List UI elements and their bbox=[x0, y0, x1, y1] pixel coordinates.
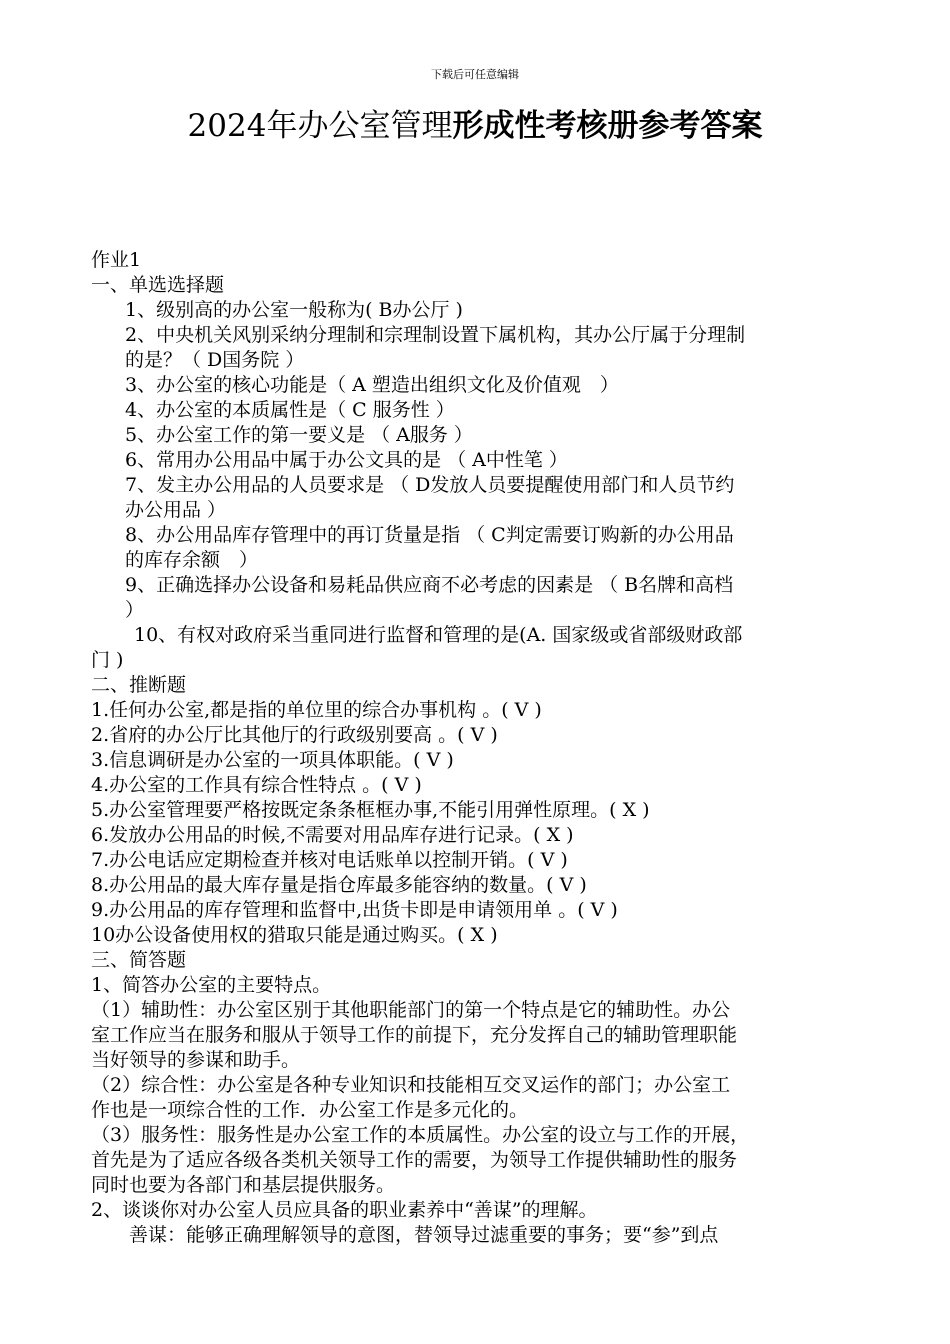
judgment-item: 2.省府的办公厅比其他厅的行政级别要高 。( V ) bbox=[91, 724, 498, 746]
question-line: 2、中央机关风别采纳分理制和宗理制设置下属机构，其办公厅属于分理制 bbox=[125, 324, 746, 346]
question-line: 门 ) bbox=[91, 649, 124, 671]
judgment-item: 9.办公用品的库存管理和监督中,出货卡即是申请领用单 。( V ) bbox=[91, 899, 618, 921]
question-line: 8、办公用品库存管理中的再订货量是指 （ C判定需要订购新的办公用品 bbox=[125, 524, 734, 546]
section-heading: 作业1 bbox=[91, 249, 142, 271]
question-line: 5、办公室工作的第一要义是 （ A服务 ） bbox=[125, 424, 473, 446]
question-line: 办公用品 ） bbox=[125, 499, 227, 521]
header-note: 下载后可任意编辑 bbox=[431, 68, 519, 81]
question-line: 7、发主办公用品的人员要求是 （ D发放人员要提醒使用部门和人员节约 bbox=[125, 474, 735, 496]
question-line: 9、正确选择办公设备和易耗品供应商不必考虑的因素是 （ B名牌和高档 bbox=[125, 574, 734, 596]
answer-line: 同时也要为各部门和基层提供服务。 bbox=[91, 1174, 396, 1196]
answer-line: 当好领导的参谋和助手。 bbox=[91, 1049, 301, 1071]
judgment-item: 7.办公电话应定期检查并核对电话账单以控制开销。( V ) bbox=[91, 849, 568, 871]
document-body bbox=[91, 248, 866, 1248]
judgment-item: 8.办公用品的最大库存量是指仓库最多能容纳的数量。( V ) bbox=[91, 874, 587, 896]
question-line: 1、级别高的办公室一般称为( B办公厅 ) bbox=[125, 299, 463, 321]
judgment-item: 10办公设备使用权的猎取只能是通过购买。( X ) bbox=[91, 924, 498, 946]
question-line: ） bbox=[125, 599, 145, 621]
question-line: 的库存余额 ） bbox=[125, 549, 259, 571]
answer-line: 首先是为了适应各级各类机关领导工作的需要，为领导工作提供辅助性的服务 bbox=[91, 1149, 738, 1171]
answer-line: 作也是一项综合性的工作．办公室工作是多元化的。 bbox=[91, 1099, 529, 1121]
judgment-item: 5.办公室管理要严格按既定条条框框办事,不能引用弹性原理。( X ) bbox=[91, 799, 650, 821]
section-heading: 三、简答题 bbox=[91, 949, 187, 971]
section-heading: 一、单选选择题 bbox=[91, 274, 225, 296]
answer-line: 1、简答办公室的主要特点。 bbox=[91, 974, 332, 996]
answer-line: （3）服务性：服务性是办公室工作的本质属性。办公室的设立与工作的开展， bbox=[91, 1124, 750, 1146]
question-line: 的是？（ D国务院 ） bbox=[125, 349, 305, 371]
document-title bbox=[0, 104, 950, 148]
question-line: 6、常用办公用品中属于办公文具的是 （ A中性笔 ） bbox=[125, 449, 568, 471]
answer-line: 室工作应当在服务和服从于领导工作的前提下，充分发挥自己的辅助管理职能 bbox=[91, 1024, 738, 1046]
answer-line: （2）综合性：办公室是各种专业知识和技能相互交叉运作的部门；办公室工 bbox=[91, 1074, 731, 1096]
question-line: 10、有权对政府采当重同进行监督和管理的是(A. 国家级或省部级财政部 bbox=[134, 624, 743, 646]
answer-line: （1）辅助性：办公室区别于其他职能部门的第一个特点是它的辅助性。办公 bbox=[91, 999, 731, 1021]
title-bold: 形成性考核册参考答案 bbox=[452, 108, 763, 144]
answer-line: 善谋：能够正确理解领导的意图，替领导过滤重要的事务；要“参”到点 bbox=[91, 1224, 719, 1246]
section-heading: 二、推断题 bbox=[91, 674, 187, 696]
judgment-item: 6.发放办公用品的时候,不需要对用品库存进行记录。( X ) bbox=[91, 824, 574, 846]
title-regular: 2024年办公室管理 bbox=[187, 108, 453, 144]
judgment-item: 3.信息调研是办公室的一项具体职能。( V ) bbox=[91, 749, 454, 771]
judgment-item: 1.任何办公室,都是指的单位里的综合办事机构 。( V ) bbox=[91, 699, 542, 721]
judgment-item: 4.办公室的工作具有综合性特点 。( V ) bbox=[91, 774, 422, 796]
question-line: 3、办公室的核心功能是（ A 塑造出组织文化及价值观 ） bbox=[125, 374, 619, 396]
question-line: 4、办公室的本质属性是（ C 服务性 ） bbox=[125, 399, 455, 421]
answer-line: 2、谈谈你对办公室人员应具备的职业素养中“善谋”的理解。 bbox=[91, 1199, 598, 1221]
